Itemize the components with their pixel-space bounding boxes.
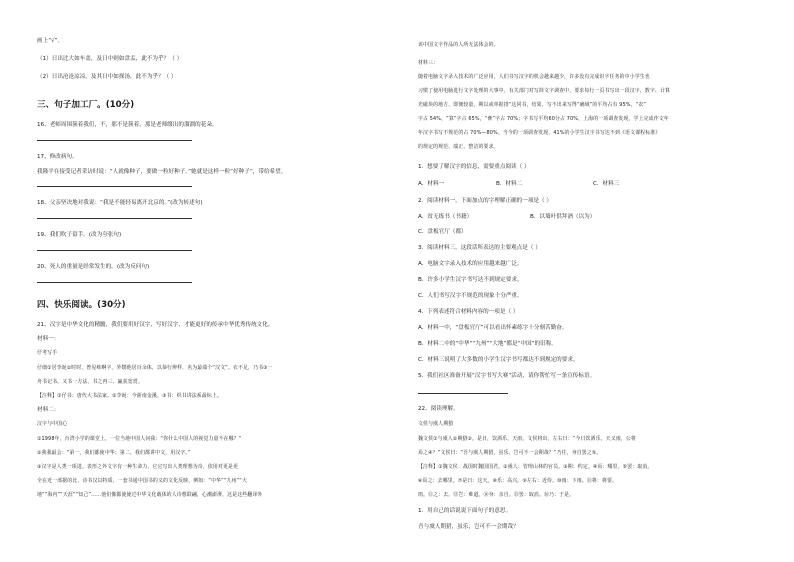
material-1-text: 仔细①居李诞②时时，曾见练啊字。外甥他居百余体，以恭行辨样，名为最端个“汉文”。衣不足，乃书③一 — [37, 365, 273, 371]
material-2-text: ①1998年，台湾小学的课堂上，一位当地中国人问我：“你什么中国人的视觉力量不在哪？” — [37, 436, 242, 442]
material-3-text: 光磁块的地方，即便较量，期以或单据排“这同书，结果，写不出来写得“确域”的平均占有 95%，“农” — [418, 102, 647, 108]
question-18: 18、父亲坚决地对我说：“我是不能轻易离开北京的。”(改为转述句) — [37, 200, 203, 206]
question-16: 16、老师周围簇着我们，不，那不是簇着，那是老师缀出的溜溜的花朵。 — [37, 122, 218, 128]
answer-line — [37, 218, 192, 219]
section-4-heading: 四、快乐阅读。(30分) — [37, 300, 126, 310]
option-b: B．许多小学生汉字书写达不到规定要求。 — [418, 277, 523, 283]
reading-question-2: 2．阅读材料一，下面加点的字理解正确的一项是（ ） — [418, 198, 552, 204]
question-17: 17、修改病句。 — [37, 154, 78, 160]
material-2-label: 材料二： — [37, 407, 60, 413]
option-b: B．材料二 — [496, 181, 523, 187]
material-2-title: 汉字与中国心 — [37, 421, 68, 427]
option-a: A．电脑文字录入技术的应用越来越广泛。 — [418, 261, 523, 267]
question-20: 20、死人的重量是经常发生的。(改为反问句) — [37, 264, 150, 270]
sub-question-1: 1．用自己的话说说下面句子的意思。 — [418, 508, 512, 514]
option-a: A．材料一中，“盘板官厅”可以看出怀素练字十分刻苦勤奋。 — [418, 325, 568, 331]
answer-line — [418, 393, 508, 394]
material-2-text: ③汉字是人类一项进。表形之外文字有一种生命力，它它写出人类理想为奇，依用对更是更 — [37, 464, 239, 470]
material-3-text: 随着电脑文字录入技术的广泛应用，人们书写汉字的机会越来越少，许多没有完成识字任务的中小学生也 — [418, 74, 650, 80]
answer-line — [37, 250, 192, 251]
option-c: C．盘板官厅（都） — [418, 229, 467, 235]
section-3-heading: 三、句子加工厂。(10分) — [37, 100, 135, 110]
material-2-text: 地”“海内”“天涯”“知己”……他们像都使使过中华文化载体的人诗想联翩，心潮澎湃，这是这些翻译外 — [37, 492, 263, 498]
material-1-label: 材料一： — [37, 336, 60, 342]
question-17-text: 我隆平在接受记者采访时说：“人就像种子，要做一粒好种子。”她就是这样一粒“好种子”，带给希望。 — [37, 169, 287, 175]
continued-text: 该中国文字作品的人所无法体会的。 — [418, 42, 499, 48]
intro-line: 画上“√”。 — [37, 38, 64, 44]
answer-line — [37, 186, 192, 187]
option-c: C．人们书写汉字不规范的现象十分严重。 — [418, 293, 523, 299]
material-3-label: 材料三： — [418, 60, 439, 66]
reading-question-4: 4．下列表述符合材料内容的一项是（ ） — [418, 309, 519, 315]
option-a: A．材料一 — [418, 181, 445, 187]
material-3-text: 的规定的规范、端正、整洁的要求。 — [418, 144, 499, 150]
material-1-text: 舟书记书，又书一方法，书之再三，赢获宽赏。 — [37, 379, 143, 385]
material-3-text: 年汉字书写不规范的占 70%—80%。当今的一项调查发现，41%的小学生汉字书写达不到《语文课程标准》 — [418, 130, 661, 136]
answer-line — [37, 282, 192, 283]
material-3-text: 字占 54%，“算”字占 65%，“膏”字占 70%；字书写平均60分占 70%，上海的一项调查发现，学上完成作文年 — [418, 116, 669, 122]
option-b: B．材料二中的“中华”“九州”“大地”都是“中国”的旧称。 — [418, 341, 557, 347]
material-1-title: 仔考写手 — [37, 350, 58, 356]
option-a: A．贫无练书（书籍） — [418, 214, 473, 220]
question-19: 19、我们吹子留手。(改为夸张句) — [37, 232, 122, 238]
passage-text: 焉之④？”文侯曰：“吾与虞人期猎，虽乐，岂可不一会期哉？”乃往，身自罢之⑤。 — [418, 450, 602, 456]
passage-title: 文侯与虞人期猎 — [418, 421, 454, 427]
reading-question-5: 5．我们社区准备开展“汉字书写大赛”活动，请你帮忙写一条宣传标语。 — [418, 373, 596, 379]
option-c: C．材料三 — [593, 181, 620, 187]
question-2: （2）日出沧沧凉凉，及其日中如探汤，此不为乎？（ ） — [37, 74, 177, 80]
passage-note: 雨。⑫之：去。⑬岂：难道。⑭身：亲自。⑮罢：取消。⑯乃：于是。 — [418, 492, 575, 498]
sub-question-1-text: 吾与虞人期猎，虽乐，岂可不一会期哉？ — [418, 524, 519, 530]
passage-text: 魏文侯①与虞人②期猎③。是日，饮酒乐，天雨。文侯将出，左右曰：“今日饮酒乐，天又雨，公将 — [418, 436, 636, 442]
option-b: B．以墙叶供拜酒（以为） — [530, 214, 596, 220]
material-2-text: 全在近一部据的比，诗书汉以特质，一套书通中国书的义的文化反映，例如：“中华”“九州”“大 — [37, 478, 248, 484]
question-22: 22、阅读理解。 — [418, 406, 459, 412]
material-3-text: 习惯了使用电脑进行文字处理的大事中，有关部门对写简文字调查中，要求每行一页书写出一段汉字、数字、计算 — [418, 88, 671, 94]
option-c: C．材料三说明了大多数的小学生汉字书写都达不到规定的要求。 — [418, 357, 579, 363]
question-21: 21、汉字是中华文化的精髓，我们要用好汉字，写好汉字，才能更好的传承中华优秀传统文化。 — [37, 322, 274, 328]
question-1: （1）日出比大如车盖，及日中则如盘盂，此不为乎？（ ） — [37, 56, 183, 62]
material-2-text: ②我我最会：“第一，我们都使中华；第二，我们都讲中文，用汉字。” — [37, 450, 191, 456]
reading-question-3: 3．阅读材料三，这段话所表达的主要观点是（ ） — [418, 245, 541, 251]
material-1-note: 【注释】①仔书：唐代大书法家。②李诞：今浙南金溪。③书：织书讲法系最标上。 — [37, 393, 222, 399]
reading-question-1: 1．想要了解汉字的信息，需要重点阅读（ ） — [418, 164, 530, 170]
passage-note: 【注释】①魏文侯：战国时魏国国君。②虞人：管理山林的官员。③期：约定。④焉：哪里。⑤罢：取消。 — [418, 464, 653, 470]
answer-line — [37, 140, 192, 141]
passage-note: ⑥焉之：去哪里。⑦是日：这天。⑧乐：高兴。⑨左右：近侍。⑩雨：下雨。⑪将：将要。 — [418, 478, 618, 484]
